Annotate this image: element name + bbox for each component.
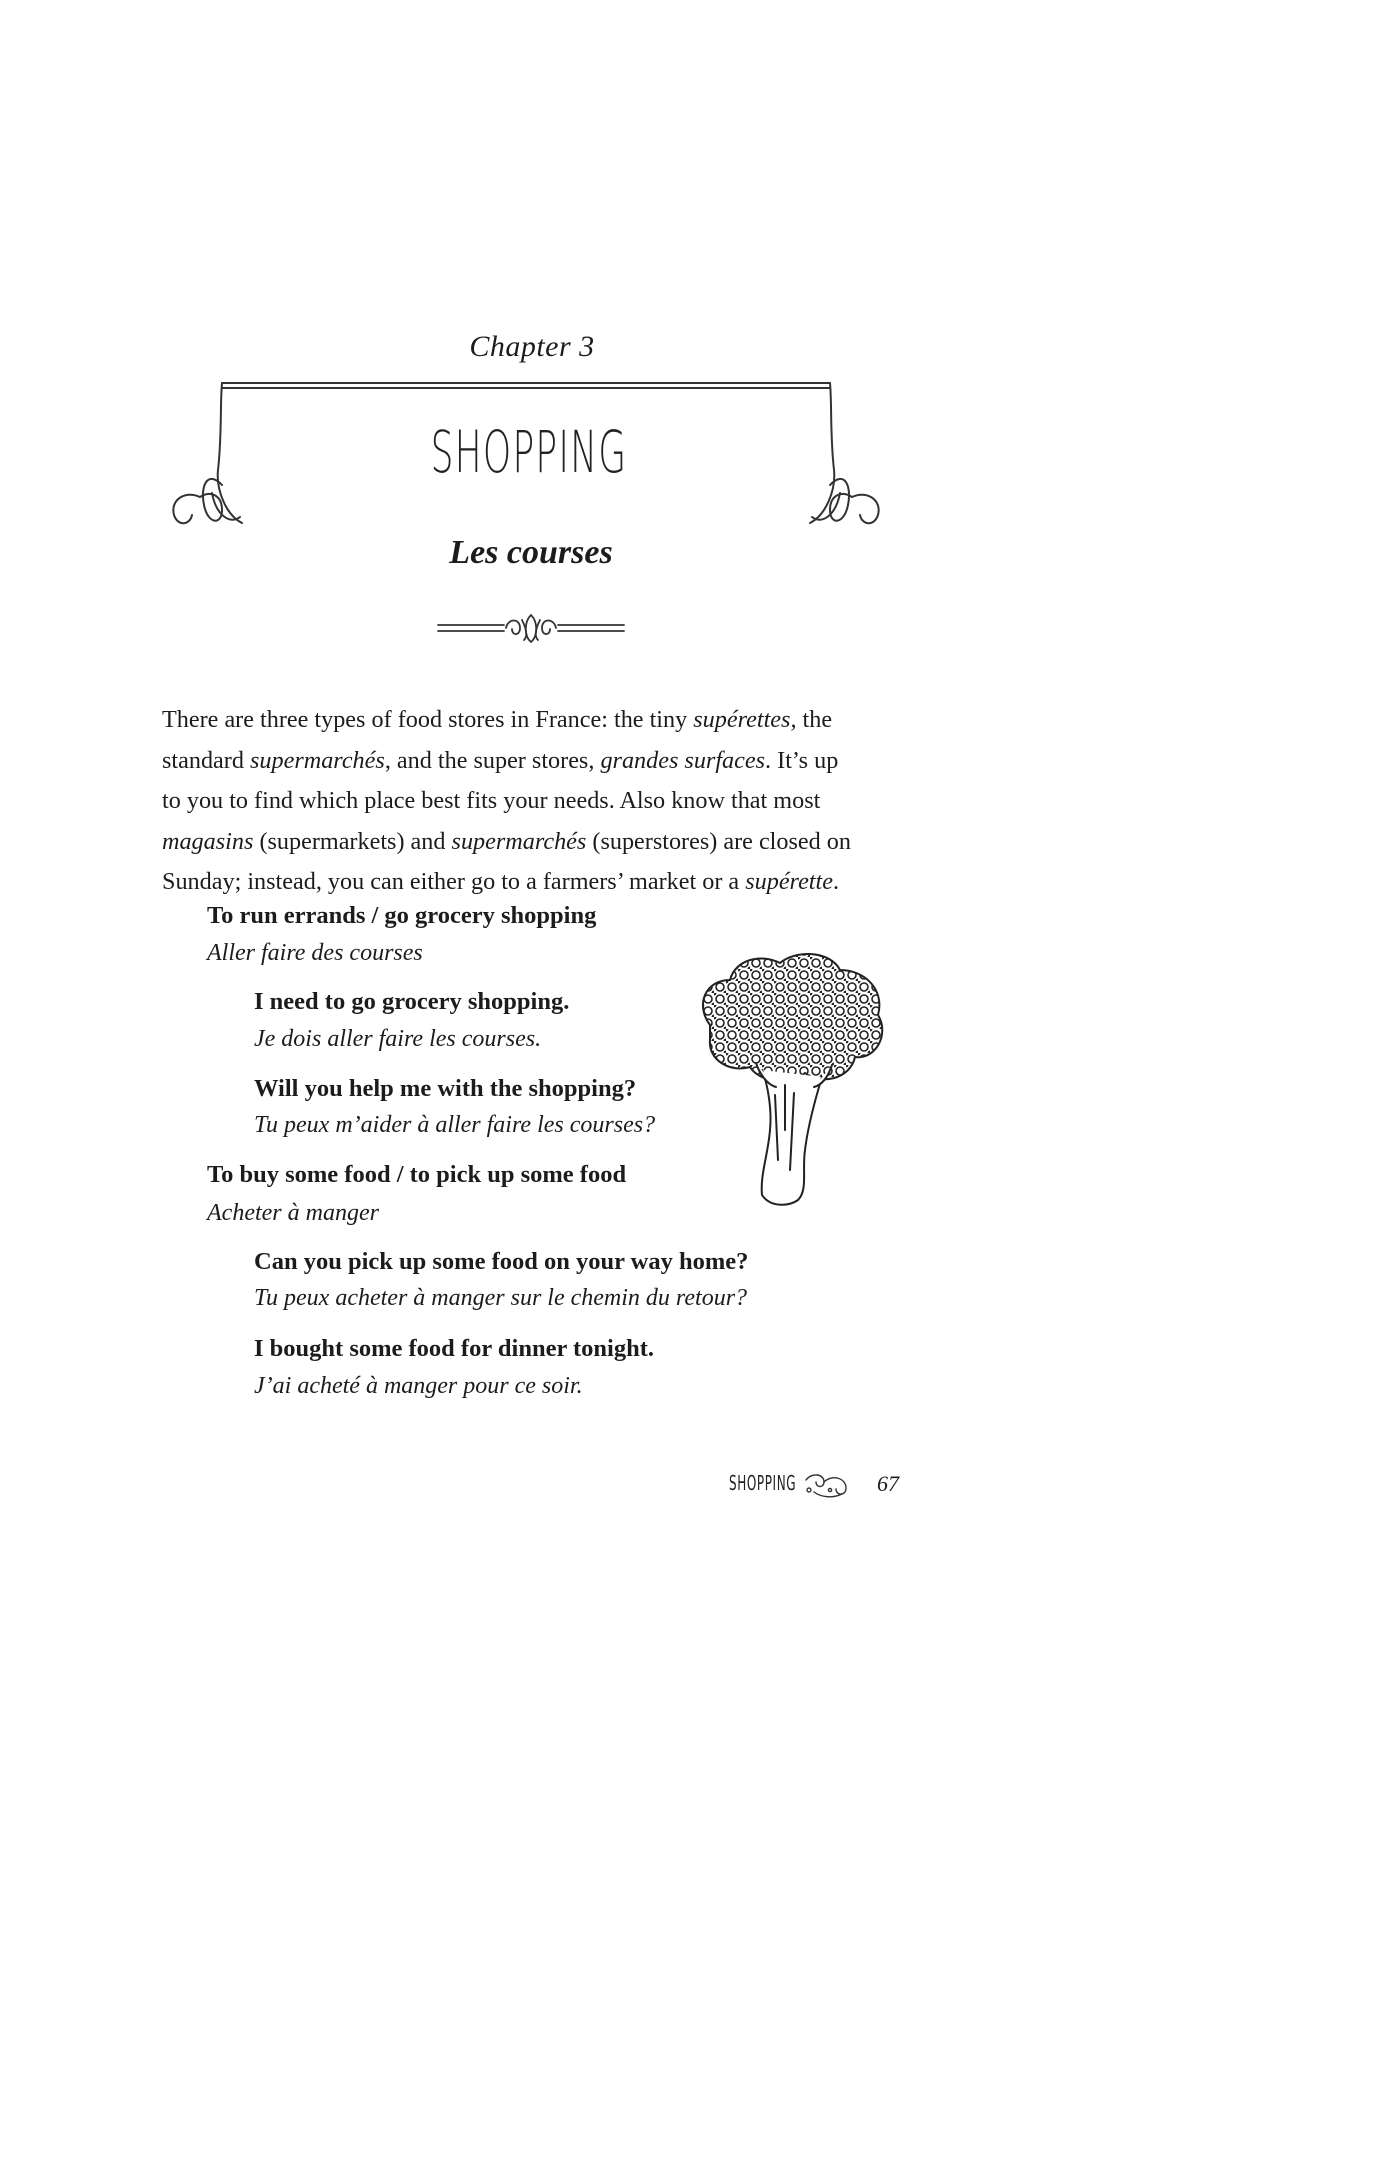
intro-line: standard supermarchés, and the super stores, grandes surfaces. It’s up bbox=[162, 746, 839, 774]
intro-line: to you to find which place best fits your needs. Also know that most bbox=[162, 787, 821, 814]
example-french: Tu peux acheter à manger sur le chemin du retour? bbox=[254, 1285, 748, 1311]
example-english: I bought some food for dinner tonight. bbox=[254, 1335, 655, 1362]
intro-paragraph bbox=[162, 700, 900, 903]
chapter-label: Chapter 3 bbox=[469, 330, 595, 363]
intro-line: magasins (supermarkets) and supermarchés (superstores) are closed on bbox=[162, 827, 851, 855]
footer-ornament bbox=[802, 1470, 852, 1500]
chapter-subtitle: Les courses bbox=[449, 534, 613, 571]
example-french: J’ai acheté à manger pour ce soir. bbox=[254, 1373, 583, 1399]
page-number: 67 bbox=[877, 1471, 899, 1496]
phrase-french: Acheter à manger bbox=[207, 1200, 379, 1226]
example-english: Can you pick up some food on your way home? bbox=[254, 1248, 749, 1275]
intro-line: There are three types of food stores in France: the tiny supérettes, the bbox=[162, 706, 833, 733]
running-title: SHOPPING bbox=[729, 1471, 797, 1495]
phrase-english: To run errands / go grocery shopping bbox=[207, 902, 597, 929]
example-english: I need to go grocery shopping. bbox=[254, 988, 570, 1015]
chapter-title: SHOPPING bbox=[430, 418, 628, 486]
broccoli-illustration bbox=[690, 945, 900, 1210]
example-french: Tu peux m’aider à aller faire les courses? bbox=[254, 1112, 656, 1138]
phrase-french: Aller faire des courses bbox=[207, 940, 423, 966]
example-english: Will you help me with the shopping? bbox=[254, 1075, 637, 1102]
example-french: Je dois aller faire les courses. bbox=[254, 1026, 542, 1052]
phrase-english: To buy some food / to pick up some food bbox=[207, 1161, 627, 1188]
section-divider-ornament bbox=[436, 610, 626, 646]
intro-line: Sunday; instead, you can either go to a farmers’ market or a supérette. bbox=[162, 868, 840, 895]
